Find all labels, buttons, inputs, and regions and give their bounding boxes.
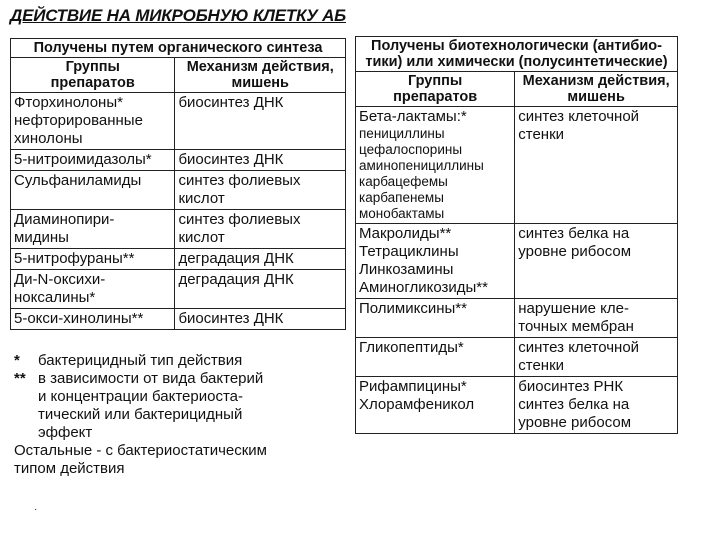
drug-cell: Рифампицины* Хлорамфеникол xyxy=(356,377,515,434)
mechanism-cell: биосинтез ДНК xyxy=(175,309,346,330)
left-col2-header: Механизм действия, мишень xyxy=(175,58,346,93)
right-col2-header: Механизм действия, мишень xyxy=(515,72,678,107)
table-row xyxy=(356,224,678,299)
stray-dot: · xyxy=(34,504,38,515)
footnote-double-star: ** в зависимости от вида бактерий и концентрации бактериоста- тический или бактерицидный эффект xyxy=(14,370,264,441)
table-row xyxy=(11,270,346,309)
footnote-rest: Остальные - с бактериостатическим типом действия xyxy=(14,442,267,477)
mechanism-cell: синтез клеточной стенки xyxy=(515,107,678,224)
drug-cell: Полимиксины** xyxy=(356,299,515,338)
drug-cell: Диаминопири- мидины xyxy=(11,210,175,249)
table-row xyxy=(11,309,346,330)
table-row xyxy=(356,377,678,434)
mechanism-cell: синтез фолиевых кислот xyxy=(175,210,346,249)
drug-cell: Гликопептиды* xyxy=(356,338,515,377)
footnotes xyxy=(14,352,267,478)
mechanism-cell: деградация ДНК xyxy=(175,270,346,309)
mechanism-cell: биосинтез РНК синтез белка на уровне рибосом xyxy=(515,377,678,434)
drug-cell: 5-нитрофураны** xyxy=(11,249,175,270)
footnote-single-star: * бактерицидный тип действия xyxy=(14,352,243,369)
organic-synthesis-table xyxy=(10,38,346,330)
biotech-synthesis-table xyxy=(355,36,678,434)
table-row xyxy=(11,93,346,150)
table-row xyxy=(11,249,346,270)
right-table-caption: Получены биотехнологически (антибио- тики) или химически (полусинтетические) xyxy=(356,37,678,72)
left-col1-header: Группы препаратов xyxy=(11,58,175,93)
mechanism-cell: синтез фолиевых кислот xyxy=(175,171,346,210)
drug-cell: Сульфаниламиды xyxy=(11,171,175,210)
mechanism-cell: биосинтез ДНК xyxy=(175,150,346,171)
left-table-caption: Получены путем органического синтеза xyxy=(11,39,346,58)
right-col1-header: Группы препаратов xyxy=(356,72,515,107)
table-row xyxy=(356,299,678,338)
mechanism-cell: нарушение кле- точных мембран xyxy=(515,299,678,338)
table-row xyxy=(11,210,346,249)
table-row xyxy=(356,338,678,377)
mechanism-cell: деградация ДНК xyxy=(175,249,346,270)
mechanism-cell: синтез белка на уровне рибосом xyxy=(515,224,678,299)
mechanism-cell: биосинтез ДНК xyxy=(175,93,346,150)
table-row xyxy=(11,171,346,210)
drug-cell: Бета-лактамы:* пенициллины цефалоспорины аминопенициллины карбацефемы карбапенемы монобактамы xyxy=(356,107,515,224)
page-title: ДЕЙСТВИЕ НА МИКРОБНУЮ КЛЕТКУ АБ xyxy=(10,6,347,25)
table-row xyxy=(11,150,346,171)
drug-cell: Фторхинолоны* нефторированные хинолоны xyxy=(11,93,175,150)
drug-cell: 5-нитроимидазолы* xyxy=(11,150,175,171)
drug-cell: 5-окси-хинолины** xyxy=(11,309,175,330)
table-row xyxy=(356,107,678,224)
drug-cell: Ди-N-оксихи- ноксалины* xyxy=(11,270,175,309)
drug-cell: Макролиды** Тетрациклины Линкозамины Аминогликозиды** xyxy=(356,224,515,299)
mechanism-cell: синтез клеточной стенки xyxy=(515,338,678,377)
